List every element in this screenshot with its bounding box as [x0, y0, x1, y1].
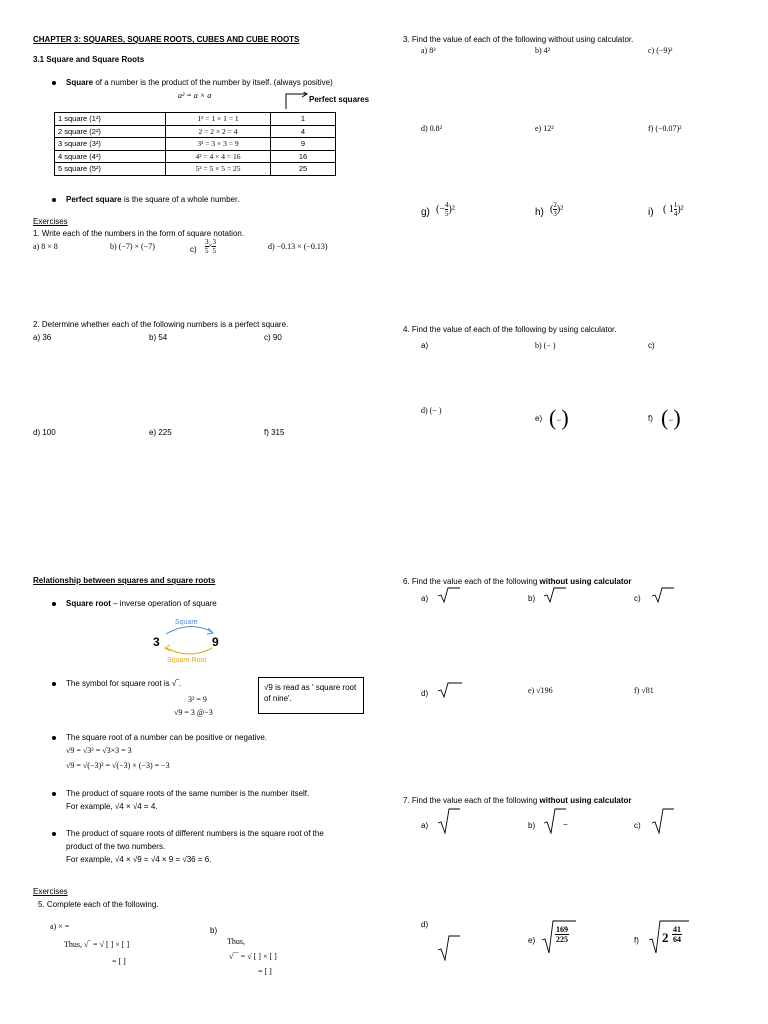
- question-4: 4. Find the value of each of the following by using calculator.: [403, 325, 617, 334]
- perfect-squares-label: Perfect squares: [309, 95, 370, 104]
- question-3: 3. Find the value of each of the following without using calculator.: [403, 35, 634, 44]
- q7-b-minus: −: [563, 820, 568, 829]
- q6-d: d): [421, 689, 429, 698]
- q7-f-fraction: 41 64: [673, 925, 681, 945]
- table-cell: 3² = 3 × 3 = 9: [166, 138, 271, 151]
- product-same-text: The product of square roots of the same number is the number itself.: [66, 789, 310, 798]
- radical-sign: [437, 935, 461, 961]
- q4-f: f): [648, 414, 653, 423]
- table-cell: 25: [271, 163, 336, 176]
- square-formula: a² = a × a: [178, 91, 212, 100]
- perfect-square-definition: Perfect square is the square of a whole number.: [66, 195, 240, 204]
- q4-d: d) (− ): [421, 406, 442, 415]
- q3-h-label: h): [535, 207, 544, 218]
- relationship-heading: Relationship between squares and square roots: [33, 576, 216, 585]
- q2-c: c) 90: [264, 333, 282, 342]
- question-5: 5. Complete each of the following.: [38, 900, 159, 909]
- symbol-text: The symbol for square root is √‾.: [66, 679, 182, 688]
- radical-sign: [437, 682, 463, 698]
- q7-f-whole: 2: [662, 930, 669, 945]
- square-root-arrow-label: Square Root: [167, 657, 207, 664]
- product-diff-text-2: product of the two numbers.: [66, 842, 166, 851]
- q7-e-fraction: 169 225: [556, 925, 568, 945]
- radical-sign: [648, 920, 690, 954]
- q7-d: d): [421, 920, 429, 929]
- table-cell: 2 square (2²): [55, 125, 166, 138]
- q3-b: b) 4²: [535, 46, 551, 55]
- square-definition: Square of a number is the product of the number by itself. (always positive): [66, 78, 333, 87]
- q5-b: b): [210, 926, 218, 935]
- number-3: 3: [153, 635, 160, 649]
- table-cell: 5 square (5²): [55, 163, 166, 176]
- q7-e: e): [528, 936, 536, 945]
- exercises-heading: Exercises: [33, 217, 68, 226]
- bullet: [52, 81, 56, 85]
- table-cell: 1 square (1²): [55, 113, 166, 126]
- table-cell: 9: [271, 138, 336, 151]
- q1-c-label: c): [190, 245, 197, 254]
- bullet: [52, 682, 56, 686]
- chapter-title: CHAPTER 3: SQUARES, SQUARE ROOTS, CUBES AND CUBE ROOTS: [33, 35, 300, 44]
- radical-sign: [437, 808, 461, 834]
- table-cell: 4² = 4 × 4 = 16: [166, 150, 271, 163]
- q2-e: e) 225: [149, 428, 172, 437]
- q7-b: b): [528, 821, 536, 830]
- q6-e: e) √196: [528, 686, 553, 695]
- table-cell: 2 = 2 × 2 = 4: [166, 125, 271, 138]
- q4-a: a): [421, 341, 429, 350]
- q1-c-fractions: $\frac{3}{5}$ × $\frac{3}{5}$: [205, 238, 216, 256]
- table-row: [55, 163, 336, 176]
- q3-e: e) 12²: [535, 124, 554, 133]
- q2-a: a) 36: [33, 333, 52, 342]
- product-same-example: For example, √4 × √4 = 4.: [66, 802, 158, 811]
- q5-b-thus: Thus,: [227, 937, 245, 946]
- q3-h-expr: ( $\frac{2}{3}$ )²: [550, 201, 564, 219]
- bullet: [52, 736, 56, 740]
- table-row: [55, 113, 336, 126]
- q3-g-expr: (− $\frac{4}{5}$ )²: [436, 201, 455, 219]
- table-cell: 3 square (3²): [55, 138, 166, 151]
- square-arrow-label: Square: [175, 619, 198, 626]
- product-diff-text-1: The product of square roots of different numbers is the square root of the: [66, 829, 324, 838]
- bullet: [52, 792, 56, 796]
- table-cell: 16: [271, 150, 336, 163]
- table-cell: 4 square (4²): [55, 150, 166, 163]
- q1-a: a) 8 × 8: [33, 242, 58, 251]
- exercises-heading-2: Exercises: [33, 887, 68, 896]
- q2-b: b) 54: [149, 333, 168, 342]
- question-7: 7. Find the value each of the following without using calculator: [403, 796, 632, 805]
- negative-root-line: √9 = √(−3)² = √(−3) × (−3) = −3: [66, 761, 170, 770]
- q4-f-expr: (−): [661, 405, 681, 430]
- q3-a: a) 8²: [421, 46, 436, 55]
- q6-a: a): [421, 594, 429, 603]
- q3-c: c) (−9)²: [648, 46, 673, 55]
- q3-f: f) (−0.07)²: [648, 124, 682, 133]
- q4-e: e): [535, 414, 543, 423]
- question-2: 2. Determine whether each of the following numbers is a perfect square.: [33, 320, 289, 329]
- q6-c: c): [634, 594, 641, 603]
- q4-c: c): [648, 341, 655, 350]
- q2-f: f) 315: [264, 428, 285, 437]
- q7-a: a): [421, 821, 429, 830]
- table-cell: 1: [271, 113, 336, 126]
- radical-sign: [651, 587, 675, 603]
- squares-table: [54, 112, 336, 176]
- positive-root-line: √9 = √3² = √3×3 = 3: [66, 746, 132, 755]
- q1-d: d) −0.13 × (−0.13): [268, 242, 328, 251]
- table-cell: 4: [271, 125, 336, 138]
- product-diff-example: For example, √4 × √9 = √4 × 9 = √36 = 6.: [66, 855, 212, 864]
- eq-root-9: √9 = 3 @−3: [174, 708, 213, 717]
- q3-d: d) 0.8²: [421, 124, 443, 133]
- bullet: [52, 832, 56, 836]
- q7-c: c): [634, 821, 641, 830]
- number-9: 9: [212, 635, 219, 649]
- q5-b-result: = [ ]: [258, 967, 272, 976]
- radical-sign: [437, 587, 461, 603]
- q5-a: a) × =: [50, 922, 70, 931]
- q3-g-label: g): [421, 207, 430, 218]
- q4-e-expr: (−): [549, 405, 569, 430]
- question-6: 6. Find the value each of the following without using calculator: [403, 577, 632, 586]
- q4-b: b) (− ): [535, 341, 556, 350]
- note-box: [258, 677, 364, 714]
- q6-b: b): [528, 594, 536, 603]
- table-row: [55, 150, 336, 163]
- section-title: 3.1 Square and Square Roots: [33, 55, 145, 64]
- q3-i-label: i): [648, 207, 654, 218]
- note-text: √9 is read as ' square root of nine'.: [264, 683, 357, 703]
- q1-b: b) (−7) × (−7): [110, 242, 155, 251]
- bullet: [52, 602, 56, 606]
- q2-d: d) 100: [33, 428, 56, 437]
- perfect-squares-arrow: [284, 92, 308, 110]
- table-cell: 5² = 5 × 5 = 25: [166, 163, 271, 176]
- q3-i-expr: ( 1 $\frac{1}{4}$ )²: [663, 201, 684, 219]
- radical-sign: [651, 808, 675, 834]
- table-cell: 1² = 1 × 1 = 1: [166, 113, 271, 126]
- bullet: [52, 198, 56, 202]
- q6-f: f) √81: [634, 686, 654, 695]
- eq-3-squared: 3² = 9: [188, 695, 207, 704]
- q5-b-line: √‾‾ = √ [ ] × [ ]: [229, 952, 277, 961]
- table-row: [55, 138, 336, 151]
- radical-sign: [543, 587, 567, 603]
- table-row: [55, 125, 336, 138]
- q7-f: f): [634, 936, 639, 945]
- q5-a-result: = [ ]: [112, 957, 126, 966]
- q5-a-thus: Thus, √‾ = √ [ ] × [ ]: [64, 940, 130, 949]
- square-root-definition: Square root – inverse operation of square: [66, 599, 217, 608]
- pos-neg-text: The square root of a number can be positive or negative.: [66, 733, 268, 742]
- question-1: 1. Write each of the numbers in the form of square notation.: [33, 229, 245, 238]
